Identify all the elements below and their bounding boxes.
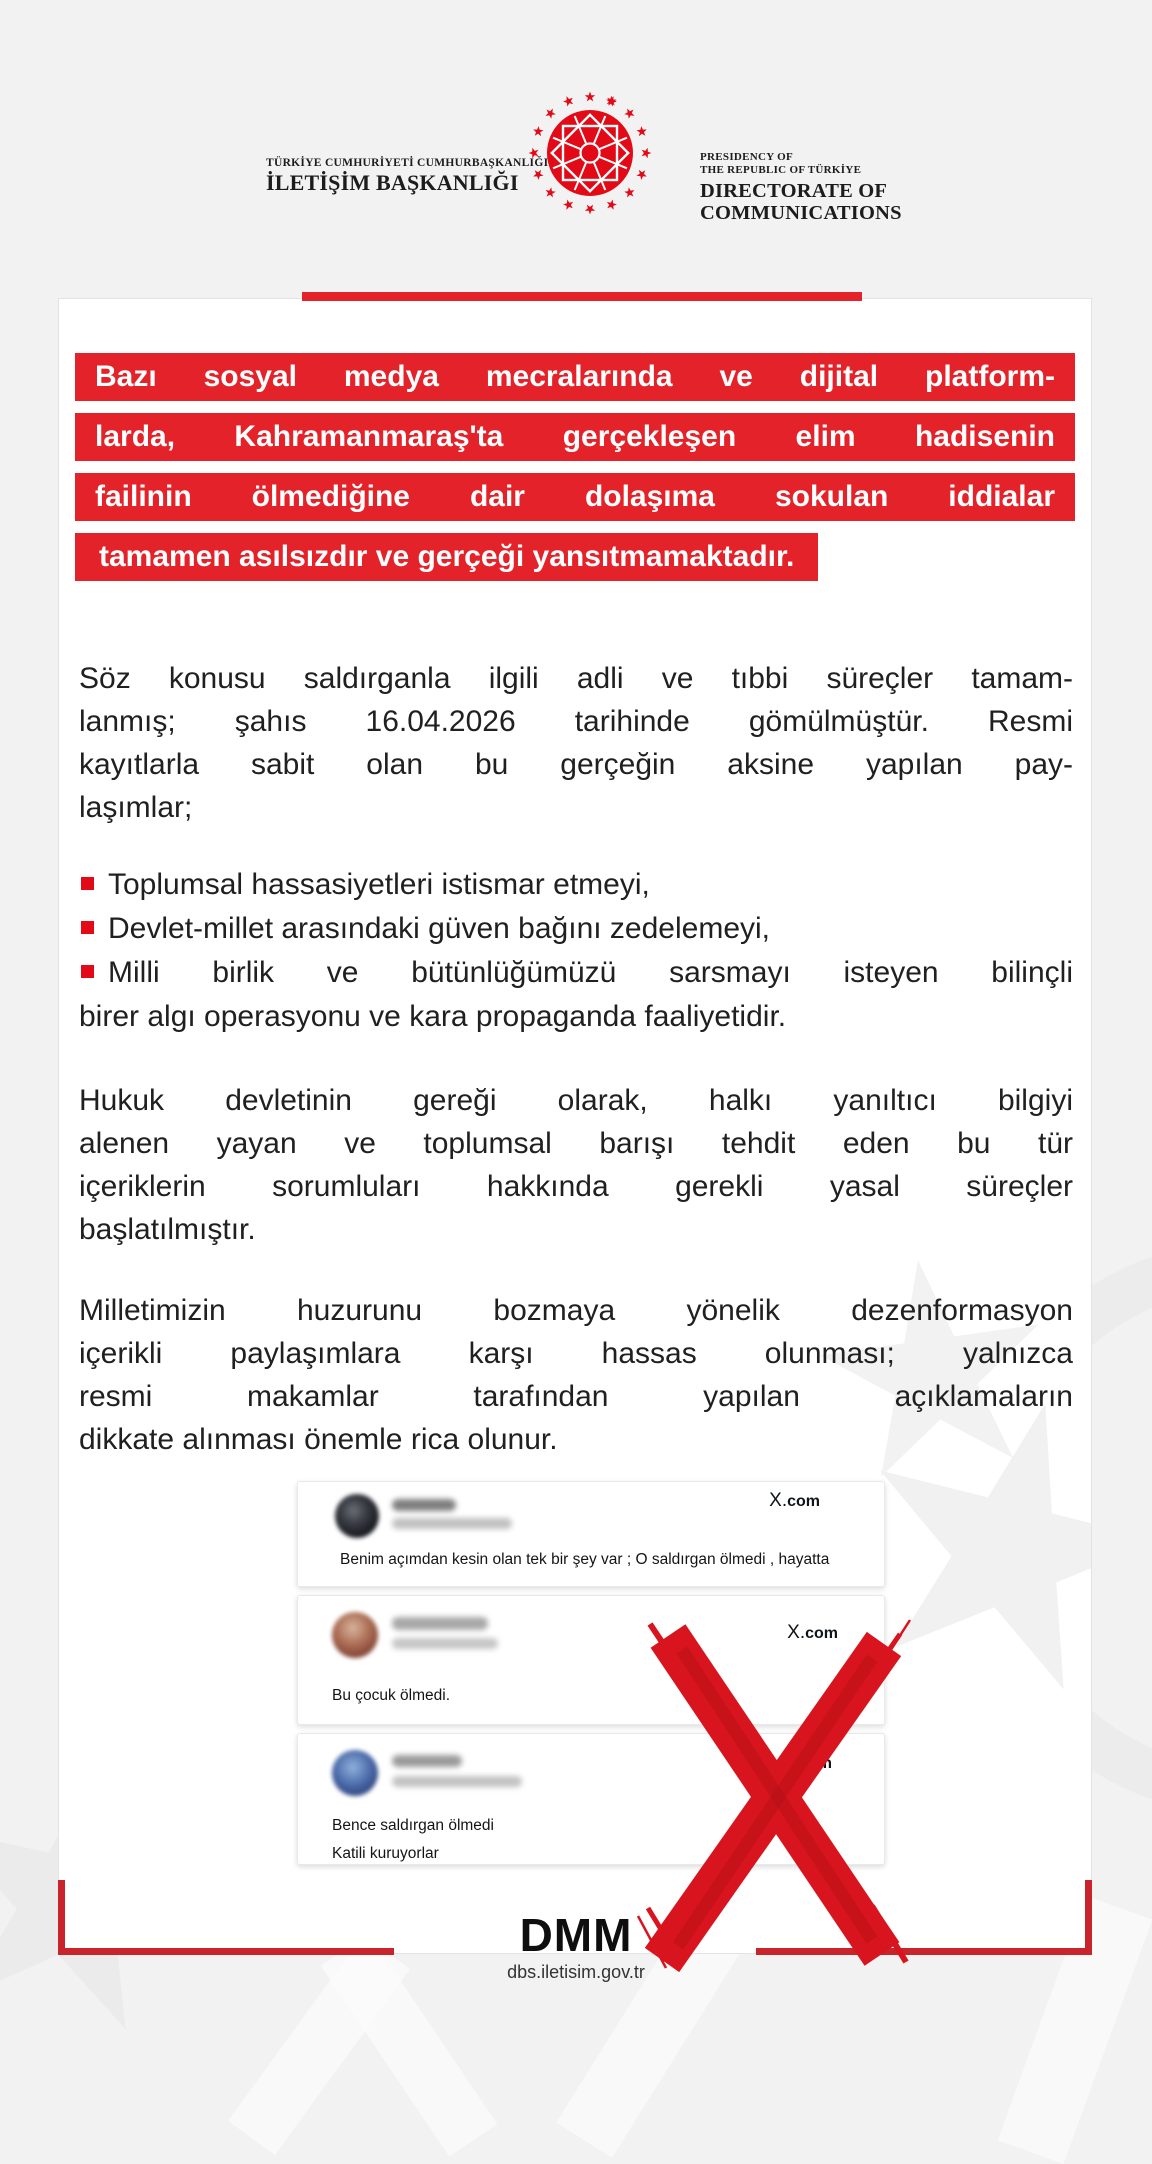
paragraph-line: Milletimizin huzurunu bozmaya yönelik dezenformasyon — [79, 1294, 1073, 1327]
statement-paragraph-3 — [79, 1289, 1073, 1461]
bullet-item-2 — [79, 907, 1073, 951]
statement-card — [58, 298, 1092, 1954]
presidency-emblem-icon — [518, 86, 662, 220]
footer-url: dbs.iletisim.gov.tr — [507, 1962, 645, 1982]
tweet-screenshot-1 — [297, 1481, 885, 1587]
bullet-text: Milli birlik ve bütünlüğümüzü sarsmayı isteyen bilinçli — [108, 956, 1073, 989]
tweet-author-handle-redacted — [392, 1518, 512, 1529]
header-left-title: TÜRKİYE CUMHURİYETİ CUMHURBAŞKANLIĞI — [266, 157, 549, 169]
tweet-text: Benim açımdan kesin olan tek bir şey var ; O saldırgan ölmedi , hayatta — [340, 1551, 830, 1568]
paragraph-line: laşımlar; — [79, 791, 193, 824]
paragraph-line: lanmış; şahıs 16.04.2026 tarihinde gömülmüştür. Resmi — [79, 705, 1073, 738]
tweet-author-name-redacted — [392, 1499, 456, 1511]
header-right-block — [700, 151, 902, 224]
header-right-line3: DIRECTORATE OF — [700, 180, 888, 202]
card-top-accent-bar — [302, 292, 862, 301]
bullet-text: Devlet-millet arasındaki güven bağını zedelemeyi, — [108, 912, 771, 945]
paragraph-line: resmi makamlar tarafından yapılan açıklamaların — [79, 1380, 1073, 1413]
header-right-line1: PRESIDENCY OF — [700, 151, 794, 163]
bullet-square-icon — [81, 921, 94, 934]
header-right-line4: COMMUNICATIONS — [700, 202, 902, 224]
paragraph-line: içerikli paylaşımlara karşı hassas olunması; yalnızca — [79, 1337, 1073, 1370]
paragraph-line: alenen yayan ve toplumsal barışı tehdit eden bu tür — [79, 1127, 1073, 1160]
dmm-logo: DMM — [519, 1909, 633, 1961]
paragraph-line: Hukuk devletinin gereği olarak, halkı yanıltıcı bilgiyi — [79, 1084, 1073, 1117]
statement-paragraph-1 — [79, 657, 1073, 829]
header-left-org-name: İLETİŞİM BAŞKANLIĞI — [266, 170, 519, 195]
bullet-continuation-line: birer algı operasyonu ve kara propaganda faaliyetidir. — [79, 1000, 787, 1033]
bullet-text: Toplumsal hassasiyetleri istismar etmeyi, — [108, 868, 650, 901]
tweet-author-name-redacted — [392, 1617, 488, 1630]
paragraph-line: içeriklerin sorumluları hakkında gerekli yasal süreçler — [79, 1170, 1073, 1203]
paragraph-line: kayıtlarla sabit olan bu gerçeğin aksine yapılan pay- — [79, 748, 1073, 781]
headline-line-4: tamamen asılsızdır ve gerçeği yansıtmamaktadır. — [75, 533, 818, 581]
tweet-source-label: X.com — [787, 1622, 838, 1643]
tweet-author-name-redacted — [392, 1755, 462, 1767]
tweet-text: Bence saldırgan ölmedi — [332, 1817, 494, 1834]
bullet-list — [79, 863, 1073, 1039]
paragraph-line: dikkate alınması önemle rica olunur. — [79, 1423, 558, 1456]
headline-line-1: Bazı sosyal medya mecralarında ve dijital platform- — [75, 353, 1075, 401]
tweet-text: Bu çocuk ölmedi. — [332, 1687, 451, 1704]
header-right-line2: THE REPUBLIC OF TÜRKİYE — [700, 164, 862, 176]
paragraph-line: başlatılmıştır. — [79, 1213, 256, 1246]
paragraph-line: Söz konusu saldırganla ilgili adli ve tıbbi süreçler tamam- — [79, 662, 1073, 695]
tweet-avatar — [332, 1750, 378, 1796]
statement-paragraph-2 — [79, 1079, 1073, 1251]
tweet-author-handle-redacted — [392, 1638, 498, 1649]
header-left-block — [266, 157, 548, 196]
bullet-item-1 — [79, 863, 1073, 907]
bullet-item-3 — [79, 951, 1073, 995]
tweet-source-label: X.com — [769, 1490, 820, 1511]
bullet-square-icon — [81, 877, 94, 890]
bullet-square-icon — [81, 965, 94, 978]
headline-line-2: larda, Kahramanmaraş'ta gerçekleşen elim hadisenin — [75, 413, 1075, 461]
tweet-avatar — [332, 1612, 378, 1658]
tweet-text: Katili kuruyorlar — [332, 1845, 439, 1862]
tweet-source-label: X.com — [781, 1752, 832, 1773]
tweet-author-handle-redacted — [392, 1776, 522, 1787]
tweet-avatar — [335, 1494, 379, 1538]
headline-line-3: failinin ölmediğine dair dolaşıma sokulan iddialar — [75, 473, 1075, 521]
